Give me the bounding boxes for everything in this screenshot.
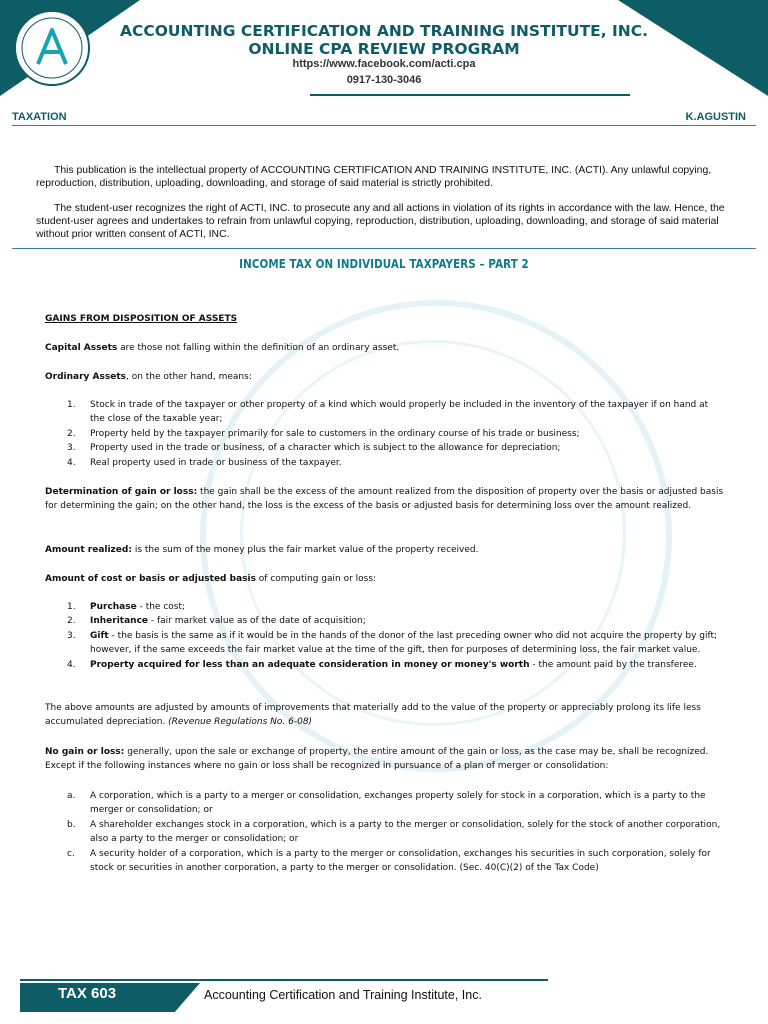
document-title: INCOME TAX ON INDIVIDUAL TAXPAYERS – PART 2 <box>239 257 529 271</box>
list-item: 2. Inheritance - fair market value as of the date of acquisition; <box>67 616 366 627</box>
term: Amount realized: <box>45 545 132 555</box>
author-label: K.AGUSTIN <box>685 111 746 123</box>
header-org-name: ACCOUNTING CERTIFICATION AND TRAINING INSTITUTE, INC. <box>119 22 649 40</box>
cost-basis-definition <box>45 572 725 586</box>
list-item: 4. Real property used in trade or business of the taxpayer. <box>67 457 342 468</box>
list-item: 3. Property used in the trade or business, of a character which is subject to the allowance for depreciation; <box>67 443 561 454</box>
term: Ordinary Assets <box>45 372 126 382</box>
list-item: c. A security holder of a corporation, which is a party to the merger or consolidation, exchanges his securities in such corporation, solely for stock or securities in another corporation, a party to the merger or consolidation. (Sec. 40(C)(2) of the Tax Code) <box>67 848 711 874</box>
footer-course-code: TAX 603 <box>58 985 117 1002</box>
cost-basis-list <box>45 600 725 672</box>
list-item: 1. Purchase - the cost; <box>67 602 186 612</box>
ordinary-assets-definition <box>45 370 725 384</box>
notice-rule <box>12 248 756 249</box>
term: Amount of cost or basis or adjusted basis <box>45 574 256 584</box>
footer-org-name: Accounting Certification and Training Institute, Inc. <box>204 988 482 1002</box>
definition: , on the other hand, means: <box>125 372 252 382</box>
definition: the gain shall be the excess of the amount realized from the disposition of property over the basis or adjusted basis for determining the gain; on the other hand, the loss is the excess of the basis or adjusted basis for determining loss over the amount realized. <box>45 487 724 512</box>
footer-divider <box>20 979 548 981</box>
no-gain-loss-paragraph <box>45 745 725 774</box>
ordinary-assets-list <box>45 398 725 470</box>
header-website-link[interactable]: https://www.facebook.com/acti.cpa <box>292 58 476 70</box>
adjustment-paragraph <box>45 701 725 730</box>
adjustment-text: The above amounts are adjusted by amounts of improvements that materially add to the value of the property or appreciably prolong its life less accumulated depreciation. <box>45 703 701 728</box>
gain-loss-definition <box>45 485 725 514</box>
legal-notice <box>36 203 732 241</box>
list-item: 4. Property acquired for less than an adequate consideration in money or money's worth - the amount paid by the transferee. <box>67 659 697 670</box>
list-item: 2. Property held by the taxpayer primarily for sale to customers in the ordinary course of his trade or business; <box>67 428 580 439</box>
header-divider <box>310 94 630 96</box>
notice-paragraph-1: This publication is the intellectual property of ACCOUNTING CERTIFICATION AND TRAINING INSTITUTE, INC. (ACTI). Any unlawful copying, reproduction, distribution, uploading, downloading, and storage of said material is strictly prohibited. <box>36 165 712 189</box>
header-program-name: ONLINE CPA REVIEW PROGRAM <box>248 40 520 58</box>
notice-paragraph-2: The student-user recognizes the right of ACTI, INC. to prosecute any and all actions in violation of its rights in accordance with the law. Hence, the student-user agrees and undertakes to refrain from unlawful copying, reproduction, distribution, uploading, downloading, and storage of said material without prior written consent of ACTI, INC. <box>36 203 725 240</box>
list-item: 1. Stock in trade of the taxpayer or other property of a kind which would properly be included in the inventory of the taxpayer if on hand at the close of the taxable year; <box>67 400 709 425</box>
merger-exceptions-list <box>45 789 725 875</box>
list-item: a. A corporation, which is a party to a merger or consolidation, exchanges property solely for stock in a corporation, which is a party to the merger or consolidation; or <box>67 791 706 816</box>
section-title: GAINS FROM DISPOSITION OF ASSETS <box>45 314 238 324</box>
top-rule <box>12 125 756 126</box>
definition: are those not falling within the definition of an ordinary asset. <box>117 343 400 353</box>
definition: generally, upon the sale or exchange of property, the entire amount of the gain or loss, as the case may be, shall be recognized. Except if the following instances where no gain or loss shall be recognized in pursuance of a plan of merger or consolidation: <box>45 747 709 772</box>
definition: of computing gain or loss: <box>255 574 377 584</box>
list-item: b. A shareholder exchanges stock in a corporation, which is a party to the merger or consolidation, solely for the stock of another corporation, also a party to the merger or consolidation; or <box>67 819 721 845</box>
regulation-reference: (Revenue Regulations No. 6-08) <box>168 717 313 728</box>
list-item: 3. Gift - the basis is the same as if it would be in the hands of the donor of the last preceding owner who did not acquire the property by gift; however, if the same exceeds the fair market value at the time of the gift, then for purposes of determining loss, the fair market value. <box>67 630 718 656</box>
amount-realized-definition <box>45 543 725 557</box>
term: No gain or loss: <box>45 747 125 757</box>
term: Capital Assets <box>45 343 118 353</box>
capital-assets-definition <box>45 341 725 355</box>
section-heading <box>45 312 725 326</box>
header-phone: 0917-130-3046 <box>346 74 422 86</box>
subject-label: TAXATION <box>12 111 67 123</box>
term: Determination of gain or loss: <box>45 487 198 497</box>
copyright-notice <box>36 165 732 191</box>
definition: is the sum of the money plus the fair market value of the property received. <box>131 545 479 555</box>
